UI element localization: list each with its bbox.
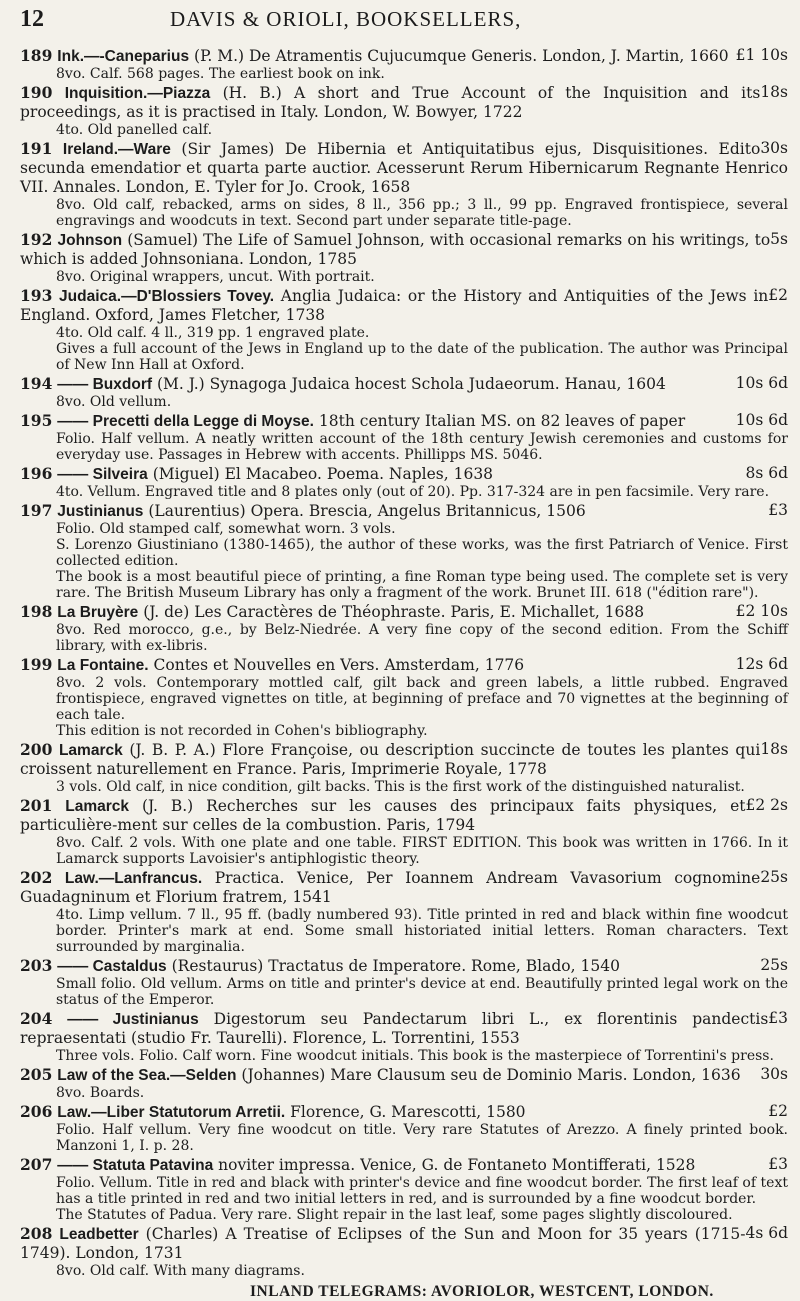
- entry-description: 8vo. Original wrappers, uncut. With portrait.: [56, 269, 375, 285]
- entry-number: 196: [20, 464, 53, 483]
- entry-number: 204: [20, 1009, 53, 1028]
- entry-lead: [20, 464, 788, 484]
- entry-lead: [20, 501, 788, 521]
- entry-title: (H. B.) A short and True Account of the Inquisition and its proceedings, as it is practised in Italy. London, W. Bowyer, 1722: [20, 84, 761, 121]
- entry-description: 8vo. Calf. 2 vols. With one plate and one table. FIRST EDITION. This book was written in 1766. In it Lamarck supports Lavoisier's antiphlogistic theory.: [56, 835, 788, 867]
- entry-number: 194: [20, 374, 53, 393]
- entry-title: (Charles) A Treatise of Eclipses of the Sun and Moon for 35 years (1715-1749). London, 1731: [20, 1225, 746, 1262]
- entry-price: 18s: [760, 740, 788, 758]
- entry-description: 4to. Vellum. Engraved title and 8 plates only (out of 20). Pp. 317-324 are in pen facsimile. Very rare.: [56, 484, 770, 500]
- entry-price: £2 10s: [735, 602, 788, 620]
- entry-heading: Leadbetter: [59, 1226, 139, 1243]
- catalogue-entry: [20, 230, 788, 285]
- entry-title: (P. M.) De Atramentis Cujucumque Generis. London, J. Martin, 1660: [194, 47, 729, 65]
- entry-description: 3 vols. Old calf, in nice condition, gilt backs. This is the first work of the distinguished naturalist.: [56, 779, 745, 795]
- entry-heading: Law.—Lanfrancus.: [64, 870, 203, 887]
- entry-price: 4s 6d: [745, 1224, 788, 1242]
- entry-lead: [20, 1009, 788, 1048]
- entry-lead: [20, 230, 788, 269]
- catalogue-entry: [20, 740, 788, 795]
- catalogue-entry: [20, 956, 788, 1008]
- entry-title: (J. de) Les Caractères de Théophraste. Paris, E. Michallet, 1688: [143, 603, 645, 621]
- entry-heading: Inquisition.—Piazza: [64, 85, 211, 102]
- entry-price: £1 10s: [735, 46, 788, 64]
- entry-title: (M. J.) Synagoga Judaica hocest Schola Judaeorum. Hanau, 1604: [156, 375, 666, 393]
- entry-number: 198: [20, 602, 53, 621]
- entry-description: 4to. Limp vellum. 7 ll., 95 ff. (badly numbered 93). Title printed in red and black within fine woodcut border. Printer's mark at end. Some small historiated initial letters. Roman characters. Text surrounded by marginalia.: [56, 907, 788, 955]
- entry-price: £3: [768, 1009, 788, 1027]
- entry-heading: Johnson: [57, 232, 123, 249]
- entry-lead: [20, 1224, 788, 1263]
- entry-heading: La Fontaine.: [57, 657, 149, 674]
- entry-description: S. Lorenzo Giustiniano (1380-1465), the author of these works, was the first Patriarch of Venice. First collected edition.: [56, 537, 788, 569]
- entry-description: Folio. Half vellum. A neatly written account of the 18th century Jewish ceremonies and customs for everyday use. Passages in Hebrew with accents. Phillipps MS. 5046.: [56, 431, 788, 463]
- catalogue-entry: [20, 83, 788, 138]
- entry-heading: —— Statuta Patavina: [57, 1157, 214, 1174]
- catalogue-entry: [20, 501, 788, 601]
- entry-heading: La Bruyère: [57, 604, 139, 621]
- entry-lead: [20, 1065, 788, 1085]
- catalogue-entry: [20, 286, 788, 373]
- entry-lead: [20, 1102, 788, 1122]
- entry-price: 10s 6d: [735, 374, 788, 392]
- entry-description: Gives a full account of the Jews in England up to the date of the publication. The author was Principal of New Inn Hall at Oxford.: [56, 341, 788, 373]
- entry-price: £2: [768, 286, 788, 304]
- entry-number: 192: [20, 230, 53, 249]
- entry-number: 207: [20, 1155, 53, 1174]
- entry-number: 199: [20, 655, 53, 674]
- entry-heading: Lamarck: [65, 798, 130, 815]
- entry-number: 201: [20, 796, 53, 815]
- entry-lead: [20, 411, 788, 431]
- entry-description: 8vo. 2 vols. Contemporary mottled calf, gilt back and green labels, a little rubbed. Engraved frontispiece, engraved vignettes on title, at beginning of preface and 70 vignettes at the beginning of each tale.: [56, 675, 788, 723]
- entry-description: Small folio. Old vellum. Arms on title and printer's device at end. Beautifully printed legal work on the status of the Emperor.: [56, 976, 788, 1008]
- catalogue-entry: [20, 374, 788, 410]
- page-header: [20, 6, 788, 46]
- entry-description: This edition is not recorded in Cohen's bibliography.: [56, 723, 428, 739]
- entry-title: (J. B. P. A.) Flore Françoise, ou description succincte de toutes les plantes qui croissent naturellement en France. Paris, Imprimerie Royale, 1778: [20, 741, 761, 778]
- entry-heading: Lamarck: [58, 742, 123, 759]
- entry-heading: —— Castaldus: [57, 958, 167, 975]
- entry-lead: [20, 868, 788, 907]
- entry-number: 203: [20, 956, 53, 975]
- entry-heading: Ireland.—Ware: [62, 141, 171, 158]
- catalogue-entry: [20, 411, 788, 463]
- entry-number: 190: [20, 83, 53, 102]
- entry-price: 30s: [760, 139, 788, 157]
- entry-heading: —— Justinianus: [67, 1011, 199, 1028]
- entry-description: 8vo. Old calf, rebacked, arms on sides, 8 ll., 356 pp.; 3 ll., 99 pp. Engraved frontispiece, several engravings and woodcuts in text. Second part under separate title-page.: [56, 197, 788, 229]
- catalogue-entry: [20, 139, 788, 229]
- entry-title: Contes et Nouvelles en Vers. Amsterdam, 1776: [153, 656, 525, 674]
- catalogue-entry: [20, 655, 788, 739]
- entry-number: 197: [20, 501, 53, 520]
- entry-description: Folio. Vellum. Title in red and black with printer's device and fine woodcut border. The first leaf of text has a title printed in red and two initial letters in red, and is surrounded by a fine woodcut border.: [56, 1175, 788, 1207]
- entry-number: 208: [20, 1224, 53, 1243]
- entry-number: 193: [20, 286, 53, 305]
- entry-description: Three vols. Folio. Calf worn. Fine woodcut initials. This book is the masterpiece of Torrentini's press.: [56, 1048, 774, 1064]
- entry-description: 8vo. Old vellum.: [56, 394, 172, 410]
- entry-description: The Statutes of Padua. Very rare. Slight repair in the last leaf, some pages slightly discoloured.: [56, 1207, 733, 1223]
- entry-lead: [20, 83, 788, 122]
- entry-description: 8vo. Calf. 568 pages. The earliest book on ink.: [56, 66, 385, 82]
- entry-price: 18s: [760, 83, 788, 101]
- entry-price: 12s 6d: [735, 655, 788, 673]
- entry-number: 200: [20, 740, 53, 759]
- catalogue-entry: [20, 46, 788, 82]
- entry-title: Anglia Judaica: or the History and Antiquities of the Jews in England. Oxford, James Fletcher, 1738: [20, 287, 769, 324]
- catalogue-entry: [20, 1065, 788, 1101]
- entry-title: (Miguel) El Macabeo. Poema. Naples, 1638: [152, 465, 494, 483]
- entry-price: 10s 6d: [735, 411, 788, 429]
- entry-lead: [20, 796, 788, 835]
- footer-telegrams: INLAND TELEGRAMS: AVORIOLOR, WESTCENT, LONDON.: [250, 1283, 714, 1300]
- entry-number: 191: [20, 139, 53, 158]
- entry-title: (Johannes) Mare Clausum seu de Dominio Maris. London, 1636: [241, 1066, 741, 1084]
- entry-lead: [20, 46, 788, 66]
- catalogue-entry: [20, 1155, 788, 1223]
- entry-list: [20, 46, 788, 1279]
- catalogue-entry: [20, 868, 788, 955]
- entry-title: (Laurentius) Opera. Brescia, Angelus Britannicus, 1506: [148, 502, 586, 520]
- entry-heading: Justinianus: [57, 503, 144, 520]
- entry-title: (Samuel) The Life of Samuel Johnson, with occasional remarks on his writings, to which is added Johnsoniana. London, 1785: [20, 231, 771, 268]
- entry-lead: [20, 740, 788, 779]
- entry-title: Practica. Venice, Per Ioannem Andream Vavasorium cognomine Guadagninum et Florium fratrem, 1541: [20, 869, 761, 906]
- entry-lead: [20, 374, 788, 394]
- entry-number: 202: [20, 868, 53, 887]
- entry-lead: [20, 655, 788, 675]
- catalogue-entry: [20, 464, 788, 500]
- page-number: 12: [20, 6, 44, 32]
- entry-number: 205: [20, 1065, 53, 1084]
- entry-lead: [20, 956, 788, 976]
- entry-price: £3: [768, 1155, 788, 1173]
- entry-price: 25s: [760, 956, 788, 974]
- catalogue-entry: [20, 1009, 788, 1064]
- catalogue-entry: [20, 602, 788, 654]
- entry-heading: Judaica.—D'Blossiers Tovey.: [59, 288, 275, 305]
- entry-description: The book is a most beautiful piece of printing, a fine Roman type being used. The complete set is very rare. The British Museum Library has only a fragment of the work. Brunet III. 618 ("édition rare").: [56, 569, 788, 601]
- entry-description: 8vo. Old calf. With many diagrams.: [56, 1263, 305, 1279]
- entry-lead: [20, 602, 788, 622]
- entry-heading: —— Precetti della Legge di Moyse.: [57, 413, 314, 430]
- entry-description: Folio. Half vellum. Very fine woodcut on title. Very rare Statutes of Arezzo. A finely printed book. Manzoni 1, I. p. 28.: [56, 1122, 788, 1154]
- entry-description: Folio. Old stamped calf, somewhat worn. 3 vols.: [56, 521, 396, 537]
- entry-description: 4to. Old panelled calf.: [56, 122, 213, 138]
- entry-title: 18th century Italian MS. on 82 leaves of paper: [318, 412, 686, 430]
- entry-title: Florence, G. Marescotti, 1580: [290, 1103, 526, 1121]
- entry-price: 30s: [760, 1065, 788, 1083]
- entry-price: £3: [768, 501, 788, 519]
- entry-lead: [20, 286, 788, 325]
- entry-price: 8s 6d: [745, 464, 788, 482]
- entry-lead: [20, 139, 788, 197]
- entry-price: £2: [768, 1102, 788, 1120]
- entry-title: (J. B.) Recherches sur les causes des principaux faits physiques, et particulière-ment sur celles de la combustion. Paris, 1794: [20, 797, 746, 834]
- entry-price: 25s: [760, 868, 788, 886]
- entry-price: £2 2s: [745, 796, 788, 814]
- catalogue-entry: [20, 1224, 788, 1279]
- entry-description: 8vo. Boards.: [56, 1085, 145, 1101]
- entry-heading: Ink.—-Caneparius: [57, 48, 190, 65]
- entry-heading: —— Buxdorf: [57, 376, 153, 393]
- entry-title: (Restaurus) Tractatus de Imperatore. Rome, Blado, 1540: [171, 957, 620, 975]
- catalogue-entry: [20, 796, 788, 867]
- entry-title: (Sir James) De Hibernia et Antiquitatibus ejus, Disquisitiones. Edito secunda emendatior et quarta parte auctior. Acesserunt Rerum Hibernicarum Regnante Henrico VII. Annales. London, E. Tyler for Jo. Crook, 1658: [20, 140, 788, 196]
- entry-description: 4to. Old calf. 4 ll., 319 pp. 1 engraved plate.: [56, 325, 370, 341]
- entry-title: noviter impressa. Venice, G. de Fontaneto Montifferati, 1528: [218, 1156, 696, 1174]
- entry-number: 206: [20, 1102, 53, 1121]
- running-title: DAVIS & ORIOLI, BOOKSELLERS,: [170, 7, 522, 31]
- entry-number: 189: [20, 46, 53, 65]
- entry-lead: [20, 1155, 788, 1175]
- entry-title: Digestorum seu Pandectarum libri L., ex florentinis pandectis repraesentati (studio Fr. Taurelli). Florence, L. Torrentini, 1553: [20, 1010, 769, 1047]
- entry-heading: Law.—Liber Statutorum Arretii.: [57, 1104, 286, 1121]
- entry-heading: Law of the Sea.—Selden: [57, 1067, 237, 1084]
- entry-description: 8vo. Red morocco, g.e., by Belz-Niedrée. A very fine copy of the second edition. From the Schiff library, with ex-libris.: [56, 622, 788, 654]
- catalogue-entry: [20, 1102, 788, 1154]
- entry-heading: —— Silveira: [57, 466, 148, 483]
- entry-price: 5s: [770, 230, 788, 248]
- entry-number: 195: [20, 411, 53, 430]
